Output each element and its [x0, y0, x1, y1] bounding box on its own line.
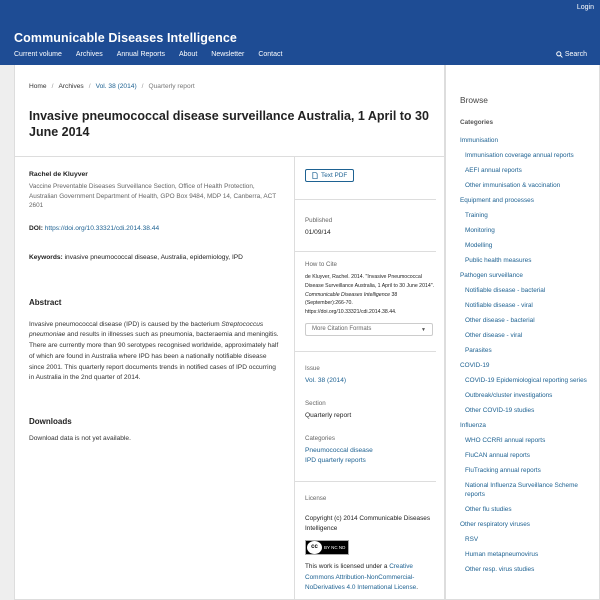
author-affiliation: Vaccine Preventable Diseases Surveillance Section, Office of Health Protection, Australian Government Department of Health, GPO Box 9484, MDP 14, Canberra, ACT 2601 — [29, 183, 276, 210]
doi-link[interactable]: https://doi.org/10.33321/cdi.2014.38.44 — [44, 224, 160, 232]
keywords — [29, 254, 281, 261]
categories-label: Categories — [305, 434, 335, 442]
sidebar-subcategory-link[interactable]: Other flu studies — [465, 506, 512, 513]
search-label: Search — [564, 51, 587, 58]
keywords-label: Keywords: — [29, 253, 63, 261]
breadcrumb-home[interactable]: Home — [29, 83, 47, 90]
issue-label: Issue — [305, 364, 320, 372]
doi-label: DOI: — [29, 224, 43, 232]
author-name: Rachel de Kluyver — [29, 171, 88, 178]
categories-heading: Categories — [460, 119, 494, 126]
citation-part: 38 (September):266-70. https://doi.org/10.33321/cdi.2014.38.44. — [305, 291, 398, 316]
browse-heading: Browse — [460, 95, 488, 105]
pdf-button-label: Text PDF — [321, 172, 348, 179]
breadcrumb-separator: / — [88, 83, 91, 90]
sidebar-subcategory-link[interactable]: Monitoring — [465, 227, 495, 234]
citation-part: de Kluyver, Rachel. 2014. "Invasive Pneumococcal Disease Surveillance Australia, 1 April to 30 June 2014". — [305, 274, 435, 289]
creative-commons-icon: cc — [307, 541, 322, 554]
sidebar-subcategory-link[interactable]: Human metapneumovirus — [465, 551, 539, 558]
nav-contact[interactable]: Contact — [258, 51, 283, 58]
abstract-text — [29, 320, 281, 384]
sidebar-category-link[interactable]: COVID-19 — [460, 362, 490, 369]
sidebar-subcategory-link[interactable]: Modelling — [465, 242, 493, 249]
sidebar-subcategory-link[interactable]: FluTracking annual reports — [465, 467, 541, 474]
divider — [15, 156, 446, 157]
copyright-text: Copyright (c) 2014 Communicable Diseases Intelligence — [305, 514, 431, 532]
nav-newsletter[interactable]: Newsletter — [211, 51, 245, 58]
search-link[interactable] — [556, 51, 587, 58]
divider — [295, 351, 436, 352]
published-date: 01/09/14 — [305, 229, 331, 236]
category-list — [460, 136, 592, 580]
sidebar-category-link[interactable]: Other respiratory viruses — [460, 521, 530, 528]
categories-list — [305, 446, 435, 466]
sidebar-subcategory-link[interactable]: Notifiable disease - bacterial — [465, 287, 546, 294]
citation-formats-dropdown[interactable] — [305, 323, 433, 336]
downloads-heading: Downloads — [29, 417, 72, 426]
pdf-button[interactable] — [305, 169, 354, 182]
sidebar-category-link[interactable]: Influenza — [460, 422, 486, 429]
site-title[interactable]: Communicable Diseases Intelligence — [14, 31, 237, 45]
issue-link[interactable]: Vol. 38 (2014) — [305, 376, 347, 384]
sidebar-subcategory-link[interactable]: Training — [465, 212, 488, 219]
nav-about[interactable]: About — [178, 51, 198, 58]
breadcrumb-archives[interactable]: Archives — [58, 83, 84, 90]
chevron-down-icon: ▼ — [421, 326, 426, 333]
section-value: Quarterly report — [305, 411, 352, 419]
article-details — [305, 166, 435, 594]
sidebar-subcategory-link[interactable]: Other COVID-19 studies — [465, 407, 535, 414]
breadcrumb-separator: / — [51, 83, 54, 90]
divider — [295, 251, 436, 252]
divider — [295, 199, 436, 200]
section-label: Section — [305, 399, 326, 407]
file-pdf-icon — [312, 172, 318, 179]
nav-archives[interactable]: Archives — [75, 51, 103, 58]
sidebar — [445, 65, 600, 600]
breadcrumb-separator: / — [141, 83, 144, 90]
abstract-part: Invasive pneumococcal disease (IPD) is caused by the bacterium — [29, 320, 222, 328]
sidebar-category-link[interactable]: Equipment and processes — [460, 197, 534, 204]
article-main — [29, 171, 281, 442]
category-link[interactable]: Pneumococcal disease — [305, 446, 373, 454]
column-divider — [294, 156, 295, 600]
citation-journal: Communicable Diseases Intelligence — [305, 291, 391, 298]
abstract-heading: Abstract — [29, 297, 62, 307]
nav-annual-reports[interactable]: Annual Reports — [116, 51, 165, 58]
issue-value — [305, 377, 435, 384]
abstract-species: Streptococcus pneumoniae — [29, 320, 264, 339]
license-terms-icons: BY NC ND — [324, 544, 346, 550]
license-part: This work is licensed under a — [305, 562, 390, 570]
article-panel — [14, 65, 445, 600]
citation-text — [305, 273, 435, 317]
doi — [29, 225, 281, 232]
sidebar-subcategory-link[interactable]: Other disease - bacterial — [465, 317, 535, 324]
breadcrumb-volume[interactable]: Vol. 38 (2014) — [95, 83, 137, 90]
nav-current-volume[interactable]: Current volume — [14, 51, 62, 58]
keywords-value: invasive pneumococcal disease, Australia, epidemiology, IPD — [64, 253, 243, 261]
license-statement — [305, 562, 435, 594]
site-header — [0, 0, 600, 65]
citation-formats-label: More Citation Formats — [312, 326, 372, 333]
divider — [295, 481, 436, 482]
sidebar-subcategory-link[interactable]: Outbreak/cluster investigations — [465, 392, 553, 399]
downloads-text: Download data is not yet available. — [29, 435, 131, 442]
breadcrumb — [29, 83, 195, 90]
sidebar-subcategory-link[interactable]: Other resp. virus studies — [465, 566, 535, 573]
sidebar-subcategory-link[interactable]: WHO CCRRI annual reports — [465, 437, 546, 444]
sidebar-subcategory-link[interactable]: Immunisation coverage annual reports — [465, 152, 574, 159]
sidebar-category-link[interactable]: Pathogen surveillance — [460, 272, 523, 279]
sidebar-category-link[interactable]: Immunisation — [460, 137, 499, 144]
main-nav — [14, 51, 296, 58]
search-icon — [556, 51, 563, 58]
sidebar-subcategory-link[interactable]: National Influenza Surveillance Scheme reports — [465, 482, 578, 498]
page-title: Invasive pneumococcal disease surveillance Australia, 1 April to 30 June 2014 — [29, 109, 429, 139]
sidebar-subcategory-link[interactable]: FluCAN annual reports — [465, 452, 531, 459]
breadcrumb-current: Quarterly report — [148, 83, 195, 90]
sidebar-subcategory-link[interactable]: Other disease - viral — [465, 332, 523, 339]
license-part: . — [416, 584, 418, 592]
sidebar-subcategory-link[interactable]: Public health measures — [465, 257, 532, 264]
abstract-part: and results in illnesses such as pneumonia, bacteraemia and meningitis. There are currently more than 90 serotypes recognised worldwide, approximately half of which are found in Australia where IPD has been a nationally notifiable disease since 2001. This quarterly report documents trends in notified cases of IPD occurring in Australia in the 2nd quarter of 2014. — [29, 331, 279, 382]
how-to-cite-label: How to Cite — [305, 261, 337, 268]
cc-license-badge[interactable] — [305, 540, 349, 555]
license-label: License — [305, 494, 327, 502]
sidebar-subcategory-link[interactable]: Parasites — [465, 347, 492, 354]
sidebar-subcategory-link[interactable]: Other immunisation & vaccination — [465, 182, 561, 189]
login-link[interactable]: Login — [576, 4, 594, 11]
sidebar-subcategory-link[interactable]: AEFI annual reports — [465, 167, 522, 174]
sidebar-subcategory-link[interactable]: RSV — [465, 536, 479, 543]
sidebar-subcategory-link[interactable]: Notifiable disease - viral — [465, 302, 533, 309]
category-link[interactable]: IPD quarterly reports — [305, 456, 366, 464]
published-label: Published — [305, 217, 333, 224]
license-link[interactable]: Creative Commons Attribution-NonCommercial-NoDerivatives 4.0 International License — [305, 562, 417, 592]
sidebar-subcategory-link[interactable]: COVID-19 Epidemiological reporting series — [465, 377, 587, 384]
